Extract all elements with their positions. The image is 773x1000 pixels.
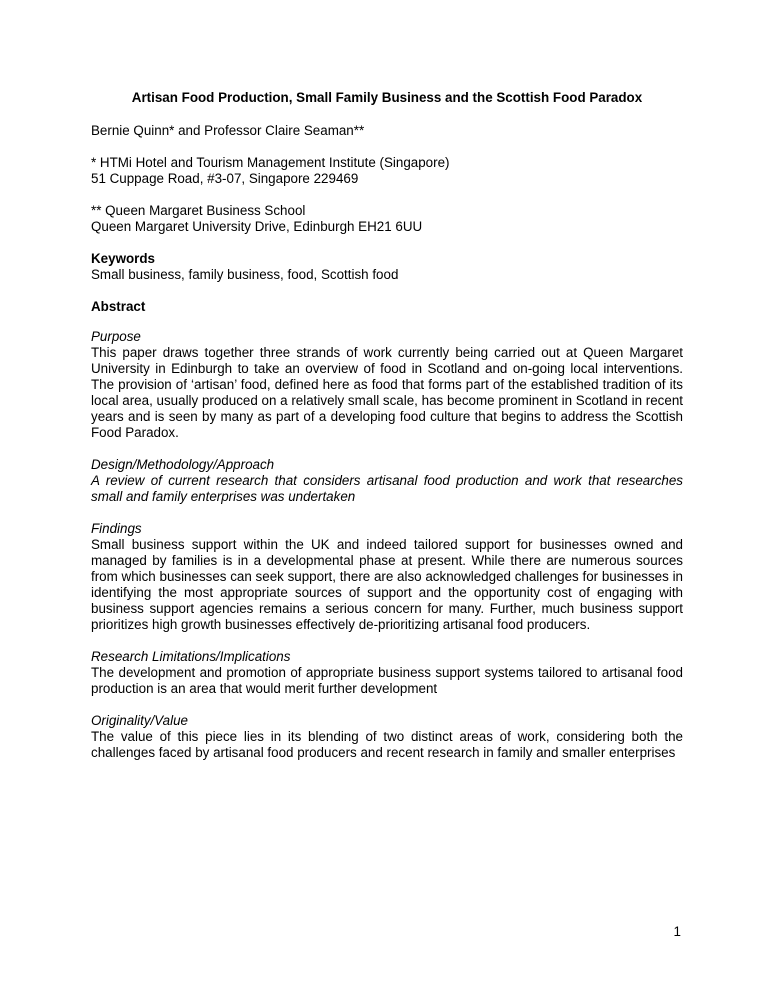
affiliation-2 — [91, 203, 683, 235]
findings-text: Small business support within the UK and indeed tailored support for businesses owned and managed by families is in a developmental phase at present. While there are numerous sources from which businesses can seek support, there are also acknowledged challenges for businesses in identifying the most appropriate sources of support and the opportunity cost of engaging with business support agencies remains a serious concern for many. Further, much business support prioritizes high growth businesses effectively de-prioritizing artisanal food producers. — [91, 537, 683, 632]
keywords-section — [91, 251, 683, 283]
keywords-heading: Keywords — [91, 251, 155, 266]
findings-section — [91, 521, 683, 633]
purpose-section — [91, 329, 683, 441]
design-heading: Design/Methodology/Approach — [91, 457, 275, 472]
abstract-heading: Abstract — [91, 299, 146, 314]
affiliation-2-line-1: ** Queen Margaret Business School — [91, 203, 306, 218]
affiliation-1-line-2: 51 Cuppage Road, #3-07, Singapore 229469 — [91, 171, 359, 186]
keywords-text: Small business, family business, food, Scottish food — [91, 267, 399, 282]
design-section — [91, 457, 683, 505]
originality-section — [91, 713, 683, 761]
originality-heading: Originality/Value — [91, 713, 189, 728]
paper-title: Artisan Food Production, Small Family Business and the Scottish Food Paradox — [131, 90, 643, 105]
findings-heading: Findings — [91, 521, 142, 536]
limitations-text: The development and promotion of appropriate business support systems tailored to artisanal food production is an area that would merit further development — [91, 665, 683, 696]
originality-text: The value of this piece lies in its blending of two distinct areas of work, considering both the challenges faced by artisanal food producers and recent research in family and smaller enterprises — [91, 729, 683, 760]
limitations-section — [91, 649, 683, 697]
affiliation-1 — [91, 155, 683, 187]
paper-page — [91, 90, 683, 777]
limitations-heading: Research Limitations/Implications — [91, 649, 291, 664]
affiliation-2-line-2: Queen Margaret University Drive, Edinburgh EH21 6UU — [91, 219, 423, 234]
design-text: A review of current research that considers artisanal food production and work that researches small and family enterprises was undertaken — [91, 473, 683, 504]
purpose-text: This paper draws together three strands of work currently being carried out at Queen Margaret University in Edinburgh to take an overview of food in Scotland and on-going local interventions. The provision of ‘artisan’ food, defined here as food that forms part of the established tradition of its local area, usually produced on a relatively small scale, has become prominent in Scotland in recent years and is seen by many as part of a developing food culture that begins to address the Scottish Food Paradox. — [91, 345, 683, 440]
affiliation-1-line-1: * HTMi Hotel and Tourism Management Institute (Singapore) — [91, 155, 450, 170]
page-number: 1 — [673, 924, 681, 939]
purpose-heading: Purpose — [91, 329, 141, 344]
authors: Bernie Quinn* and Professor Claire Seaman** — [91, 123, 365, 138]
